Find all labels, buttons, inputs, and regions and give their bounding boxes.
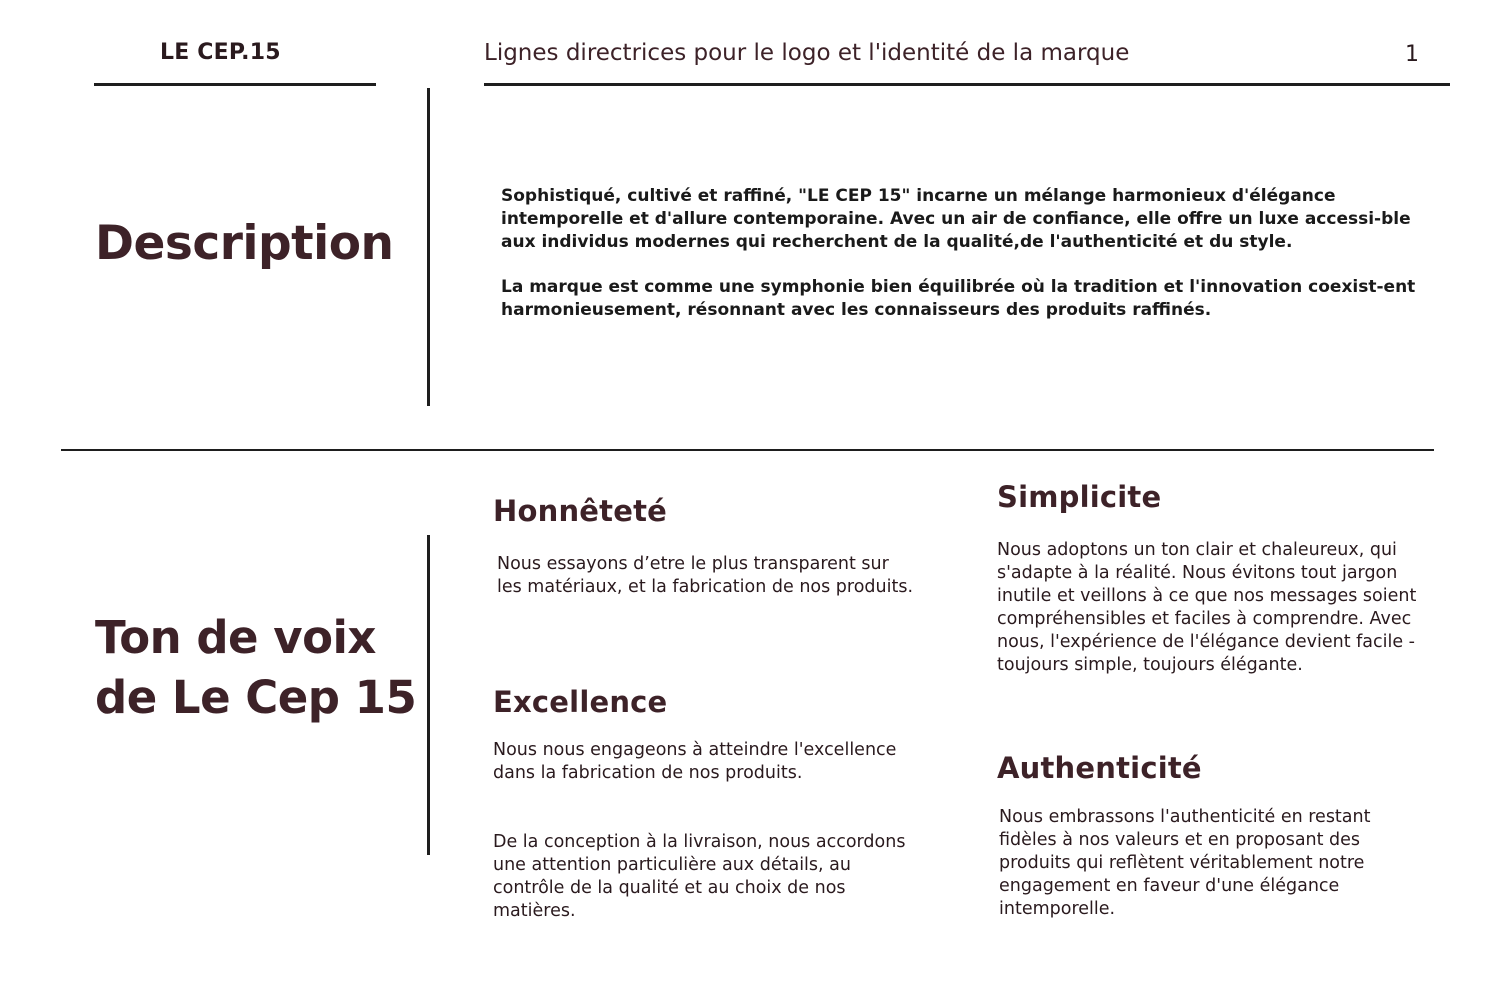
section-divider	[61, 449, 1434, 451]
description-paragraph-2: La marque est comme une symphonie bien équilibrée où la tradition et l'innovation coexist-ent harmonieusement, résonnant avec les connaisseurs des produits raffinés.	[501, 277, 1416, 320]
tone-of-voice-title: Ton de voix de Le Cep 15	[95, 611, 417, 724]
header-underline	[484, 83, 1450, 86]
description-title: Description	[95, 216, 394, 271]
value-text-excellence-1: Nous nous engageons à atteindre l'excellence dans la fabrication de nos produits.	[493, 740, 897, 783]
description-paragraph-1: Sophistiqué, cultivé et raffiné, "LE CEP 15" incarne un mélange harmonieux d'élégance intemporelle et d'allure contemporaine. Avec un air de confiance, elle offre un luxe accessi-ble aux individus modernes qui recherchent de la qualité,de l'authenticité et du style.	[501, 186, 1411, 252]
value-heading-simplicite: Simplicite	[997, 480, 1162, 514]
value-text-authenticite: Nous embrassons l'authenticité en restant fidèles à nos valeurs et en proposant des produits qui reflètent véritablement notre engagement en faveur d'une élégance intemporelle.	[999, 807, 1371, 919]
value-heading-honnetete: Honnêteté	[493, 494, 668, 528]
brand-name: LE CEP.15	[160, 40, 281, 65]
value-text-honnetete: Nous essayons d’etre le plus transparent sur les matériaux, et la fabrication de nos produits.	[497, 554, 914, 597]
description-vertical-divider	[427, 88, 430, 406]
tone-vertical-divider	[427, 535, 430, 855]
value-text-excellence-2: De la conception à la livraison, nous accordons une attention particulière aux détails, au contrôle de la qualité et au choix de nos matières.	[493, 832, 906, 921]
value-heading-excellence: Excellence	[493, 685, 668, 719]
page-number: 1	[1405, 42, 1419, 67]
document-title: Lignes directrices pour le logo et l'identité de la marque	[484, 40, 1130, 66]
brand-underline	[94, 83, 376, 86]
value-text-simplicite: Nous adoptons un ton clair et chaleureux, qui s'adapte à la réalité. Nous évitons tout jargon inutile et veillons à ce que nos messages soient compréhensibles et faciles à comprendre. Avec nous, l'expérience de l'élégance devient facile - toujours simple, toujours élégante.	[997, 540, 1417, 675]
value-heading-authenticite: Authenticité	[997, 751, 1202, 785]
